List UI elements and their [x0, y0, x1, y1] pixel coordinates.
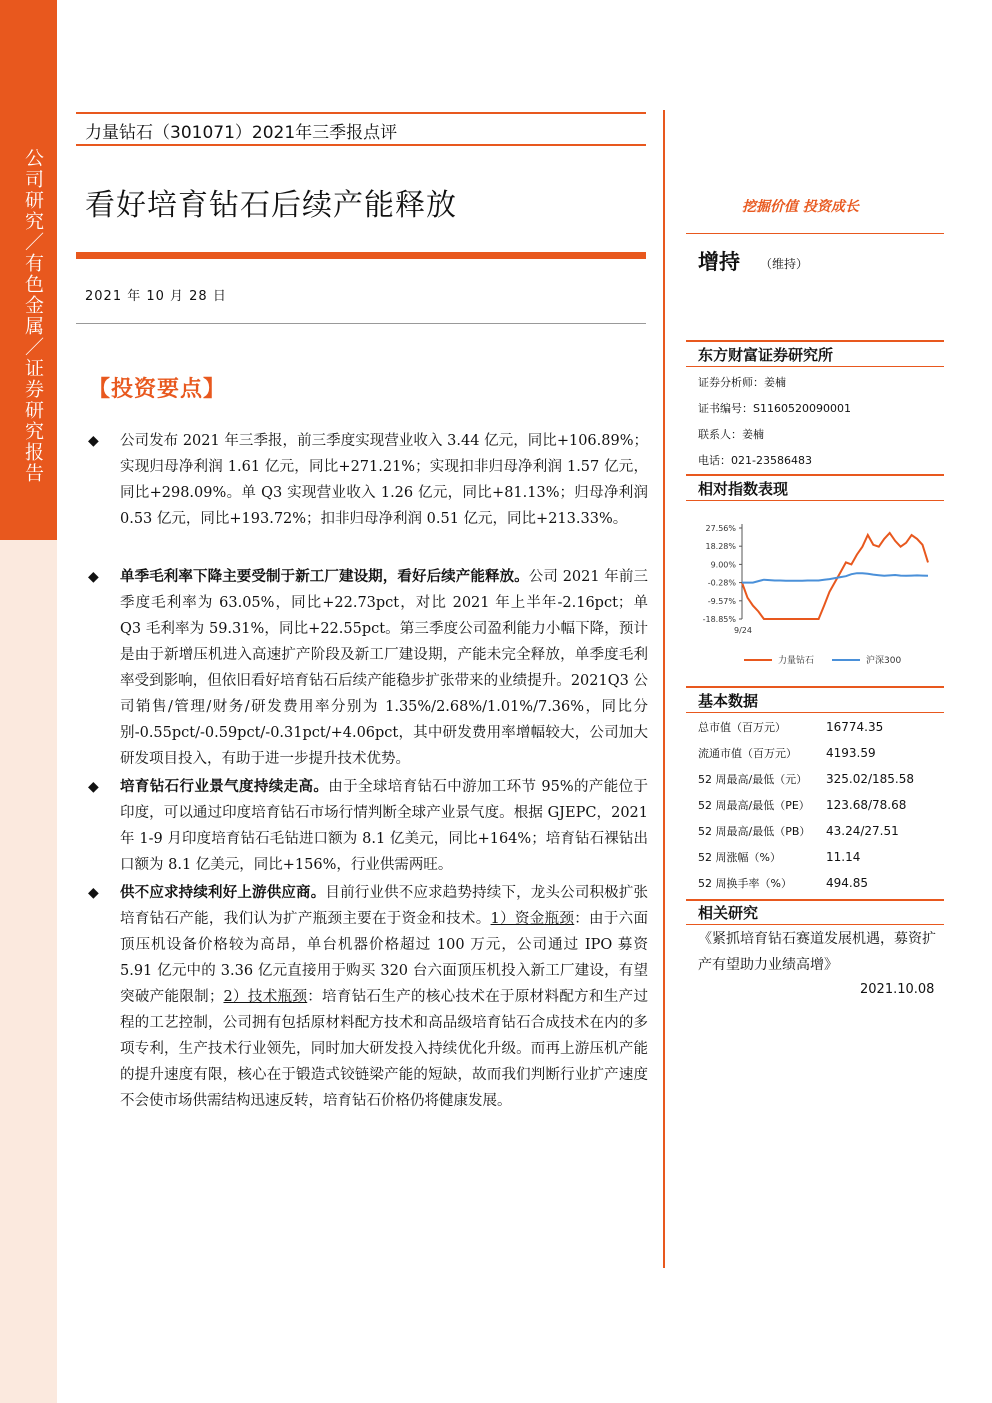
- row-value: 325.02/185.58: [826, 772, 915, 786]
- diamond-icon: ◆: [88, 433, 99, 449]
- row-label: 52 周最高/最低（元）: [698, 773, 808, 786]
- y-tick-label: 9.00%: [710, 560, 736, 570]
- related-report-date: 2021.10.08: [860, 982, 935, 997]
- column-divider: [663, 110, 665, 1268]
- section-heading: 【投资要点】: [88, 376, 227, 402]
- report-type: 力量钻石（301071）2021年三季报点评: [85, 123, 398, 143]
- y-tick-label: 18.28%: [705, 542, 736, 552]
- bullet-item: [88, 564, 648, 772]
- contact: 联系人：姜楠: [698, 428, 764, 441]
- bullet-lead: 单季毛利率下降主要受制于新工厂建设期，看好后续产能释放。: [120, 569, 529, 585]
- bullet-item: [88, 774, 648, 878]
- table-row: [698, 870, 943, 896]
- table-row: [698, 844, 943, 870]
- y-tick-label: -0.28%: [707, 578, 736, 588]
- row-value: 123.68/78.68: [826, 798, 907, 812]
- bullet-item: [88, 428, 648, 532]
- table-row: [698, 766, 943, 792]
- bullet-text: 目前行业供不应求趋势持续下，龙头公司积极扩张培育钻石产能，我们认为扩产瓶颈主要在于资金和技术。: [120, 885, 649, 927]
- diamond-icon: ◆: [88, 885, 99, 901]
- bullet-lead: 供不应求持续利好上游供应商。: [120, 885, 326, 901]
- basic-title: 基本数据: [698, 692, 759, 710]
- bullet-list: [88, 428, 648, 1114]
- diamond-icon: ◆: [88, 569, 99, 585]
- date-rule: [76, 323, 646, 324]
- perf-rule: [686, 474, 944, 476]
- header-top-rule: [76, 112, 646, 114]
- diamond-icon: ◆: [88, 779, 99, 795]
- legend-label: 沪深300: [866, 656, 902, 666]
- bullet-text: ：培育钻石生产的核心技术在于原材料配方和生产过程的工艺控制，公司拥有包括原材料配方技术和高品级培育钻石合成技术在内的多项专利，生产技术行业领先，同时加大研发投入持续优化升级。而再上游压机产能的提升速度有限，核心在于锻造式铰链梁产能的短缺，故而我们判断行业扩产速度不会使市场供需结构迅速反转，培育钻石价格仍将健康发展。: [120, 989, 649, 1109]
- related-rule-bottom: [686, 924, 944, 925]
- legend-label: 力量钻石: [778, 656, 815, 666]
- slogan-rule: [686, 233, 944, 234]
- phone: 电话：021-23586483: [698, 454, 812, 467]
- row-value: 4193.59: [826, 746, 876, 760]
- row-label: 52 周涨幅（%）: [698, 851, 781, 864]
- related-head: 相关研究: [698, 904, 759, 922]
- bullet-lead: 培育钻石行业景气度持续走高。: [120, 779, 329, 795]
- row-label: 流通市值（百万元）: [698, 747, 797, 760]
- perf-title: 相对指数表现: [698, 480, 789, 498]
- page-title: 看好培育钻石后续产能释放: [85, 188, 457, 223]
- report-date: 2021 年 10 月 28 日: [85, 289, 227, 304]
- sidebar-label: 公司研究／有色金属／证券研究报告: [22, 148, 44, 484]
- institute-rule: [686, 340, 944, 342]
- row-label: 52 周换手率（%）: [698, 877, 792, 890]
- related-report-link[interactable]: 《紧抓培育钻石赛道发展机遇，募资扩产有望助力业绩高增》: [698, 931, 936, 973]
- institute-rule-bottom: [686, 366, 944, 367]
- rating-sub: （维持）: [760, 257, 809, 271]
- bullet-text: 公司 2021 年前三季度毛利率为 63.05%，同比+22.73pct，对比 2021 年上半年-2.16pct；单 Q3 毛利率为 59.31%，同比+22.55pct。第三季度公司盈利能力小幅下降，预计是由于新增压机进入高速扩产阶段及新工厂建设期，产能未完全释放，单季度毛利率受到影响，但依旧看好培育钻石后续产能稳步扩张带来的业绩提升。2021Q3 公司销售/管理/财务/研发费用率分别为 1.35%/2.68%/1.01%/7.36%，同比分别-0.55pct/-0.59pct/-0.31pct/+4.06pct，其中研发费用率增幅较大，公司加大研发项目投入，有助于进一步提升技术优势。: [120, 569, 648, 767]
- x-tick-label: 9/24: [734, 626, 752, 635]
- table-row: [698, 714, 943, 740]
- institute-name: 东方财富证券研究所: [698, 346, 834, 364]
- basic-rule-bottom: [686, 712, 944, 713]
- title-rule: [76, 252, 646, 259]
- slogan: 挖掘价值 投资成长: [742, 199, 859, 215]
- row-label: 52 周最高/最低（PE）: [698, 799, 810, 812]
- related-rule: [686, 899, 944, 901]
- cert-number: 证书编号：S1160520090001: [698, 402, 851, 415]
- row-label: 总市值（百万元）: [698, 721, 786, 734]
- table-row: [698, 818, 943, 844]
- bullet-text: 公司发布 2021 年三季报，前三季度实现营业收入 3.44 亿元，同比+106.89%；实现归母净利润 1.61 亿元，同比+271.21%；实现扣非归母净利润 1.57 亿元，同比+298.09%。单 Q3 实现营业收入 1.26 亿元，同比+81.13%；归母净利润 0.53 亿元，同比+193.72%；扣非归母净利润 0.51 亿元，同比+213.33%。: [120, 433, 648, 527]
- basic-data-table: [698, 714, 943, 896]
- row-value: 11.14: [826, 850, 861, 864]
- row-value: 494.85: [826, 876, 868, 890]
- perf-rule-bottom: [686, 500, 944, 501]
- relative-performance-chart: [698, 512, 938, 674]
- bullet-underlined: 2）技术瓶颈: [223, 989, 308, 1005]
- table-row: [698, 792, 943, 818]
- header-rule: [76, 144, 646, 146]
- table-row: [698, 740, 943, 766]
- row-label: 52 周最高/最低（PB）: [698, 825, 811, 838]
- y-tick-label: -18.85%: [702, 615, 736, 624]
- bullet-text: 由于全球培育钻石中游加工环节 95%的产能位于印度，可以通过印度培育钻石市场行情判断全球产业景气度。根据 GJEPC，2021 年 1-9 月印度培育钻石毛钻进口额为 8.1 亿美元，同比+164%；培育钻石裸钻出口额为 8.1 亿美元，同比+156%，行业供需两旺。: [120, 779, 648, 873]
- bullet-item: [88, 880, 648, 1114]
- bullet-text: ：由于六面顶压机设备价格较为高昂，单台机器价格超过 100 万元，公司通过 IPO 募资 5.91 亿元中的 3.36 亿元直接用于购买 320 台六面顶压机投入新工厂建设，有望突破产能限制；: [120, 911, 648, 1005]
- rating: 增持: [698, 250, 740, 274]
- row-value: 43.24/27.51: [826, 824, 899, 838]
- y-tick-label: -9.57%: [707, 596, 736, 606]
- bullet-underlined: 1）资金瓶颈: [490, 911, 575, 927]
- basic-rule: [686, 686, 944, 688]
- analyst: 证券分析师：姜楠: [698, 376, 786, 389]
- y-tick-label: 27.56%: [705, 524, 736, 533]
- row-value: 16774.35: [826, 720, 884, 734]
